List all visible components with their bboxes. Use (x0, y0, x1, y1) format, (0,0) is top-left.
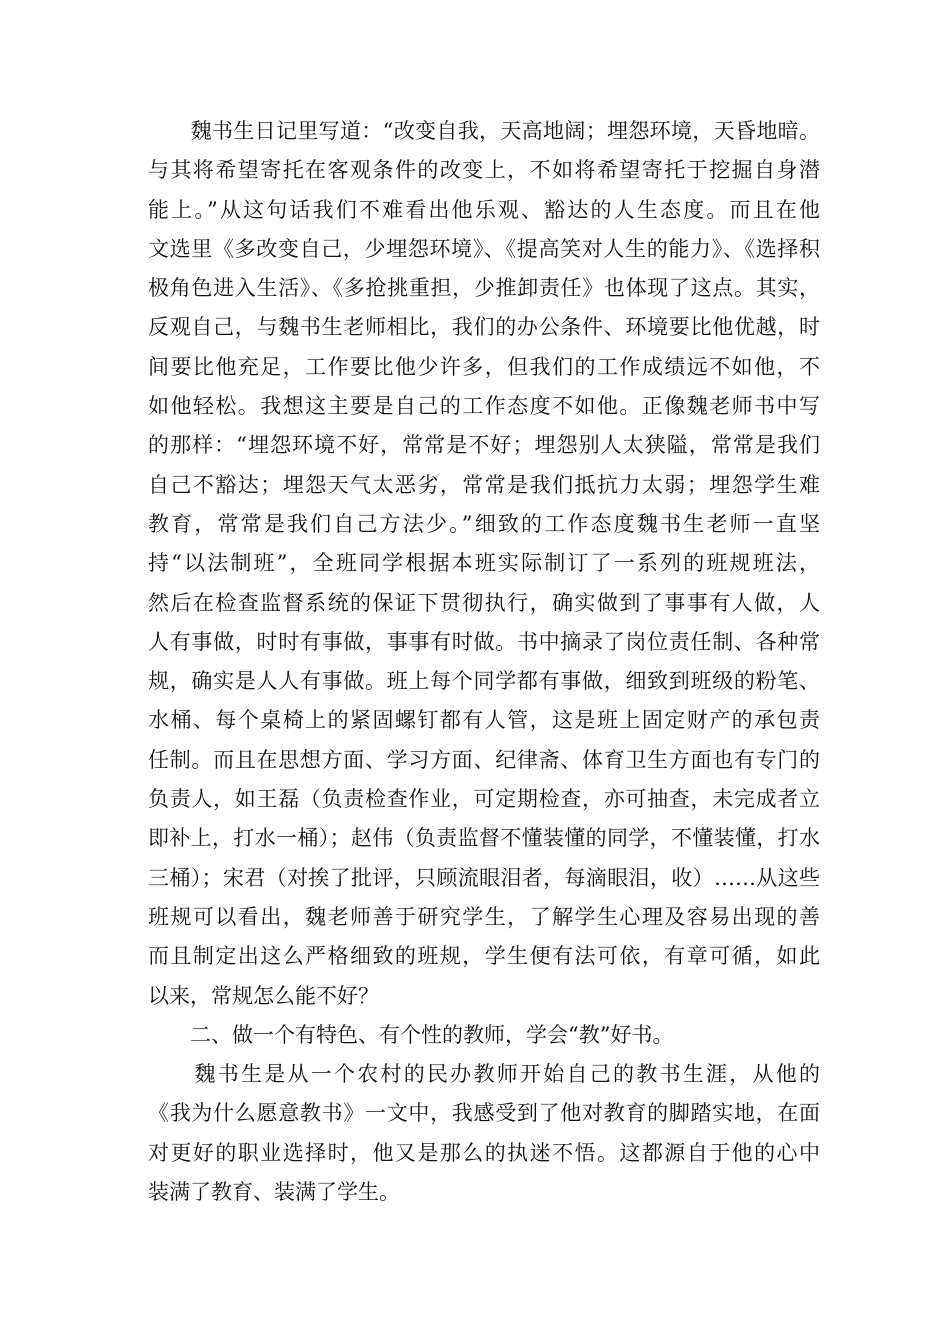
text-line: 间要比他充足，工作要比他少许多，但我们的工作成绩远不如他，不 (148, 354, 820, 379)
text-line: 对更好的职业选择时，他又是那么的执迷不悟。这都源自于他的心中 (148, 1140, 820, 1165)
text-line: 即补上，打水一桶）；赵伟（负责监督不懂装懂的同学，不懂装懂，打水 (148, 826, 820, 851)
text-line: 《我为什么愿意教书》一文中，我感受到了他对教育的脚踏实地，在面 (148, 1101, 820, 1126)
text-line: 自己不豁达；埋怨天气太恶劣，常常是我们抵抗力太弱；埋怨学生难 (148, 472, 820, 497)
text-line: 能上。”从这句话我们不难看出他乐观、豁达的人生态度。而且在他 (148, 197, 820, 222)
text-line: 反观自己，与魏书生老师相比，我们的办公条件、环境要比他优越，时 (148, 315, 820, 340)
text-line: 如他轻松。我想这主要是自己的工作态度不如他。正像魏老师书中写 (148, 394, 820, 419)
text-line: 二、做一个有特色、有个性的教师，学会“教”好书。 (148, 1022, 674, 1047)
body-text (148, 112, 820, 1212)
text-line: 以来，常规怎么能不好？ (148, 983, 379, 1008)
text-line: 班规可以看出，魏老师善于研究学生，了解学生心理及容易出现的善 (148, 904, 820, 929)
text-line: 而且制定出这么严格细致的班规，学生便有法可依，有章可循，如此 (148, 944, 820, 969)
text-line: 教育，常常是我们自己方法少。”细致的工作态度魏书生老师一直坚 (148, 511, 820, 536)
text-line: 极角色进入生活》、《多抢挑重担，少推卸责任》也体现了这点。其实， (148, 276, 820, 301)
text-line: 人有事做，时时有事做，事事有时做。书中摘录了岗位责任制、各种常 (148, 629, 820, 654)
text-line: 任制。而且在思想方面、学习方面、纪律斋、体育卫生方面也有专门的 (148, 747, 820, 772)
text-line: 装满了教育、装满了学生。 (148, 1180, 400, 1205)
text-line: 三桶）；宋君（对挨了批评，只顾流眼泪者，每滴眼泪，收）……从这些 (148, 865, 820, 890)
text-line: 规，确实是人人有事做。班上每个同学都有事做，细致到班级的粉笔、 (148, 669, 820, 694)
text-line: 水桶、每个桌椅上的紧固螺钉都有人管，这是班上固定财产的承包责 (148, 708, 820, 733)
text-line: 负责人，如王磊（负责检查作业，可定期检查，亦可抽查，未完成者立 (148, 787, 820, 812)
text-line: 魏书生日记里写道：“改变自我，天高地阔；埋怨环境，天昏地暗。 (148, 119, 820, 143)
text-line: 文选里《多改变自己，少埋怨环境》、《提高笑对人生的能力》、《选择积 (148, 236, 820, 261)
text-line: 的那样：“埋怨环境不好，常常是不好；埋怨别人太狭隘，常常是我们 (148, 433, 820, 458)
text-line: 与其将希望寄托在客观条件的改变上，不如将希望寄托于挖掘自身潜 (148, 158, 820, 183)
text-line: 魏书生是从一个农村的民办教师开始自己的教书生涯，从他的 (148, 1062, 820, 1087)
text-line: 持“以法制班”，全班同学根据本班实际制订了一系列的班规班法， (148, 551, 820, 576)
text-line: 然后在检查监督系统的保证下贯彻执行，确实做到了事事有人做，人 (148, 590, 820, 615)
